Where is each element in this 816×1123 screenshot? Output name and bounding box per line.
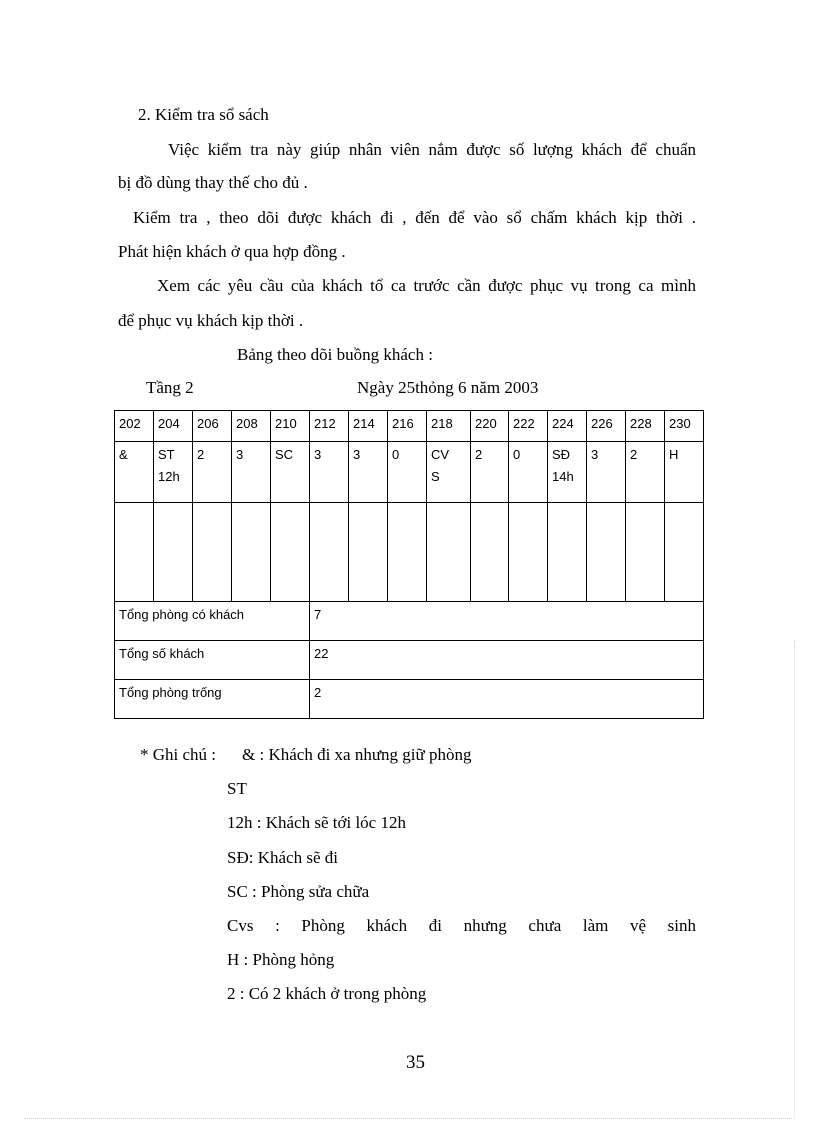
paragraph-1-line-2: bị đồ dùng thay thế cho đủ . (118, 173, 308, 192)
room-number-cell: 208 (232, 411, 271, 442)
room-number-row (115, 411, 704, 442)
room-number-cell: 218 (427, 411, 471, 442)
note-item: SĐ: Khách sẽ đi (227, 848, 338, 867)
paragraph-1-line-1: Việc kiểm tra này giúp nhân viên nắm được số lượng khách để chuẩn (168, 140, 696, 159)
room-number-cell: 210 (271, 411, 310, 442)
status-code: 3 (353, 447, 361, 462)
room-number-cell: 206 (193, 411, 232, 442)
summary-row-occupied (115, 602, 704, 641)
room-number-cell: 216 (388, 411, 427, 442)
room-status-cell (232, 442, 271, 503)
room-status-cell (115, 442, 154, 503)
room-number-cell: 212 (310, 411, 349, 442)
summary-label: Tổng phòng trống (115, 680, 310, 719)
summary-row-vacant (115, 680, 704, 719)
room-status-cell (471, 442, 509, 503)
status-code: 0 (392, 447, 400, 462)
note-item: H : Phòng hỏng (227, 950, 335, 969)
room-status-cell (193, 442, 232, 503)
room-status-cell (310, 442, 349, 503)
note-item: Cvs : Phòng khách đi nhưng chưa làm vệ sinh (227, 916, 696, 935)
summary-row-guests (115, 641, 704, 680)
summary-value: 7 (310, 602, 704, 641)
status-code: 3 (591, 447, 599, 462)
note-item: 12h : Khách sẽ tới lóc 12h (227, 813, 406, 832)
status-time: 14h (552, 469, 574, 484)
paragraph-3-line-1: Xem các yêu cầu của khách tổ ca trước cần được phục vụ trong ca mình (157, 276, 696, 295)
room-status-cell (548, 442, 587, 503)
room-tracking-table (114, 410, 704, 719)
status-code: H (669, 447, 679, 462)
status-code: 2 (630, 447, 638, 462)
page-border-right (794, 640, 795, 1118)
status-code: SC (275, 447, 294, 462)
status-code-wrap: S (431, 469, 440, 484)
room-status-cell (154, 442, 193, 503)
note-item: 2 : Có 2 khách ở trong phòng (227, 984, 427, 1003)
room-number-cell: 228 (626, 411, 665, 442)
status-time: 12h (158, 469, 180, 484)
status-code: 2 (197, 447, 205, 462)
room-number-cell: 224 (548, 411, 587, 442)
notes-title: * Ghi chú : (140, 745, 217, 764)
room-number-cell: 220 (471, 411, 509, 442)
page-number: 35 (406, 1052, 425, 1073)
room-status-cell (349, 442, 388, 503)
summary-value: 22 (310, 641, 704, 680)
room-number-cell: 204 (154, 411, 193, 442)
room-status-cell (271, 442, 310, 503)
room-number-cell: 214 (349, 411, 388, 442)
status-code: CV (431, 447, 450, 462)
note-item: SC : Phòng sửa chữa (227, 882, 370, 901)
room-number-cell: 202 (115, 411, 154, 442)
room-status-cell (509, 442, 548, 503)
date-label: Ngày 25thỏng 6 năm 2003 (357, 378, 539, 397)
room-status-cell (665, 442, 704, 503)
paragraph-3-line-2: để phục vụ khách kịp thời . (118, 311, 304, 330)
note-item: & : Khách đi xa nhưng giữ phòng (242, 745, 472, 764)
room-number-cell: 230 (665, 411, 704, 442)
room-status-cell (626, 442, 665, 503)
status-code: 3 (314, 447, 322, 462)
status-code: ST (158, 447, 175, 462)
status-code: & (119, 447, 128, 462)
summary-value: 2 (310, 680, 704, 719)
summary-label: Tổng phòng có khách (115, 602, 310, 641)
table-caption: Bảng theo dõi buồng khách : (237, 345, 433, 364)
status-code: SĐ (552, 447, 571, 462)
floor-label: Tầng 2 (146, 378, 194, 397)
paragraph-2-line-1: Kiểm tra , theo dõi được khách đi , đến để vào sổ chấm khách kịp thời . (133, 208, 696, 227)
note-item: ST (227, 779, 247, 798)
summary-label: Tổng số khách (115, 641, 310, 680)
room-status-row (115, 442, 704, 503)
room-status-cell (587, 442, 626, 503)
room-number-cell: 226 (587, 411, 626, 442)
paragraph-2-line-2: Phát hiện khách ở qua hợp đồng . (118, 242, 346, 261)
room-status-cell (388, 442, 427, 503)
section-heading: 2. Kiểm tra sổ sách (138, 105, 269, 124)
status-code: 2 (475, 447, 483, 462)
room-status-cell (427, 442, 471, 503)
status-code: 3 (236, 447, 244, 462)
room-number-cell: 222 (509, 411, 548, 442)
empty-row (115, 503, 704, 602)
status-code: 0 (513, 447, 521, 462)
page-border-bottom (24, 1118, 792, 1119)
